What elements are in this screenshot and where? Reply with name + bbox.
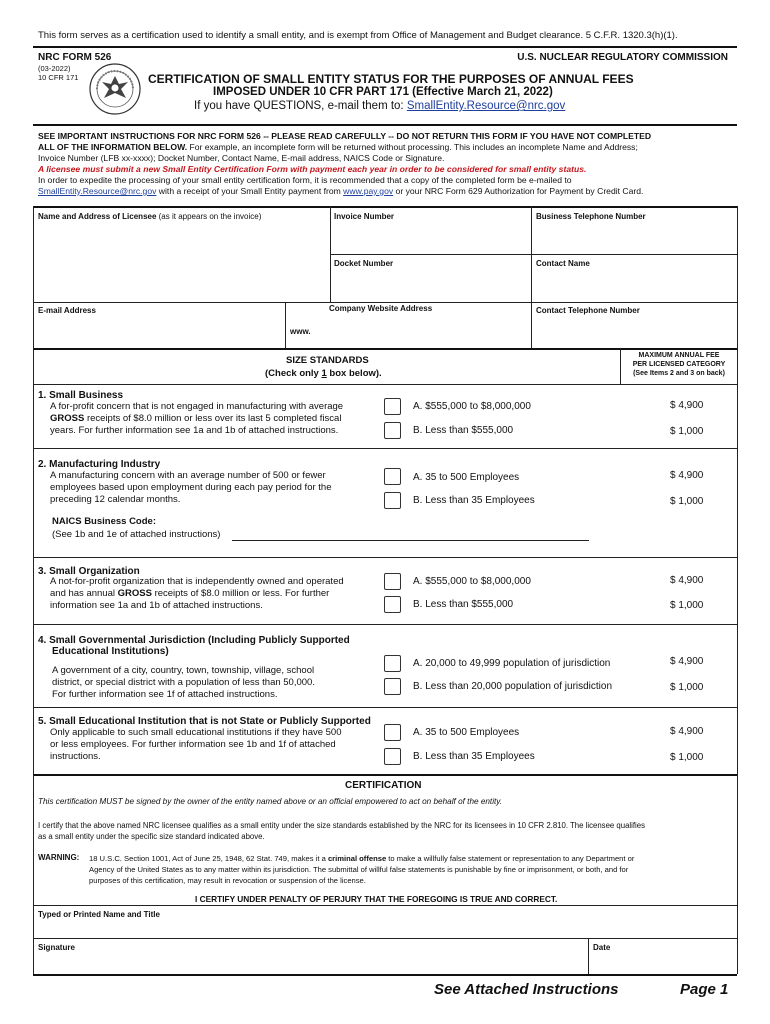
questions-prefix: If you have QUESTIONS, e-mail them to: — [194, 100, 407, 112]
section-1-text3: years. For further information see 1a and 1b of attached instructions. — [50, 425, 339, 436]
paygov-link[interactable]: www.pay.gov — [343, 186, 394, 196]
exemption-note: This form serves as a certification used to identify a small entity, and is exempt from Office of Management and Budget clearance. 5 C.F.R. 1320.3(h)(1). — [38, 30, 678, 41]
section-2b-checkbox[interactable] — [384, 492, 401, 509]
section-4b-checkbox[interactable] — [384, 678, 401, 695]
section-2a-fee: $ 4,900 — [670, 470, 704, 481]
certification-left-border — [33, 774, 34, 974]
section-2-text2: employees based upon employment during each pay period for the — [50, 482, 332, 493]
instructions-line6-end: or your NRC Form 629 Authorization for Payment by Credit Card. — [393, 186, 644, 196]
form-title-line2: IMPOSED UNDER 10 CFR PART 171 (Effective March 21, 2022) — [213, 86, 553, 98]
section-3b-checkbox[interactable] — [384, 596, 401, 613]
section-2-heading: 2. Manufacturing Industry — [38, 459, 161, 470]
typed-name-top-line — [33, 905, 737, 906]
name-address-field[interactable] — [38, 212, 261, 221]
certify-line2: as a small entity under the specific size standard indicated above. — [38, 832, 265, 841]
instructions-line2-bold: ALL OF THE INFORMATION BELOW. — [38, 142, 188, 152]
section-4a-fee: $ 4,900 — [670, 656, 704, 667]
section-2a-checkbox[interactable] — [384, 468, 401, 485]
section-2-divider — [33, 557, 737, 558]
size-table-right-border — [737, 348, 738, 774]
size-header-line — [33, 384, 737, 385]
subtitle-num: 1 — [321, 368, 327, 379]
section-2-text1: A manufacturing concern with an average number of 500 or fewer — [50, 470, 326, 481]
section-1-text2 — [50, 413, 380, 425]
section-1-text2-rest: receipts of $8.0 million or less over its last 5 completed fiscal — [84, 413, 342, 424]
section-1b-label: B. Less than $555,000 — [413, 425, 514, 436]
perjury-statement: I CERTIFY UNDER PENALTY OF PERJURY THAT THE FOREGOING IS TRUE AND CORRECT. — [195, 894, 558, 904]
fee-column-divider — [620, 348, 621, 384]
naics-code-input[interactable] — [232, 540, 589, 541]
website-prefix: www. — [290, 327, 311, 336]
date-field[interactable]: Date — [593, 943, 611, 952]
warning-line1 — [89, 853, 739, 864]
certification-title: CERTIFICATION — [345, 780, 422, 791]
section-1-heading: 1. Small Business — [38, 390, 124, 401]
section-4-text2: district, or special district with a population of less than 50,000. — [52, 677, 315, 688]
typed-name-field[interactable]: Typed or Printed Name and Title — [38, 910, 160, 919]
fields-bottom-border — [33, 348, 737, 350]
section-4-text3: For further information see 1f of attached instructions. — [52, 689, 278, 700]
section-3a-label: A. $555,000 to $8,000,000 — [413, 576, 531, 587]
fields-row-line — [33, 302, 737, 303]
section-5b-fee: $ 1,000 — [670, 752, 704, 763]
form-bottom-border — [33, 974, 737, 976]
name-address-label: Name and Address of Licensee — [38, 212, 157, 221]
form-date: (03-2022) — [38, 64, 71, 73]
section-4b-fee: $ 1,000 — [670, 682, 704, 693]
fields-mid-line — [330, 254, 737, 255]
page-number: Page 1 — [680, 981, 729, 998]
docket-number-field[interactable]: Docket Number — [334, 259, 394, 268]
section-5-text1: Only applicable to such small educational institutions if they have 500 — [50, 727, 342, 738]
signature-field[interactable]: Signature — [38, 943, 75, 952]
instructions-block — [38, 131, 738, 197]
name-address-note: (as it appears on the invoice) — [156, 212, 262, 221]
size-standards-subtitle — [265, 368, 382, 379]
max-fee-line1: MAXIMUM ANNUAL FEE — [638, 352, 720, 359]
signature-top-line — [33, 938, 737, 939]
section-1-text — [50, 401, 380, 437]
email-address-field[interactable]: E-mail Address — [38, 306, 96, 315]
section-5-heading: 5. Small Educational Institution that is not State or Publicly Supported — [38, 716, 371, 727]
section-1a-label: A. $555,000 to $8,000,000 — [413, 401, 531, 412]
contact-name-field[interactable]: Contact Name — [536, 259, 590, 268]
instructions-email-link[interactable]: SmallEntity.Resource@nrc.gov — [38, 186, 157, 196]
instructions-line6 — [38, 186, 738, 197]
certification-right-border — [737, 774, 738, 974]
section-4a-checkbox[interactable] — [384, 655, 401, 672]
instructions-line5: In order to expedite the processing of your small entity certification form, it is recommended that a copy of the completed form be e-mailed to — [38, 175, 572, 185]
section-3b-label: B. Less than $555,000 — [413, 599, 514, 610]
date-divider — [588, 938, 589, 974]
header-bottom-border — [33, 124, 737, 126]
section-1-gross: GROSS — [50, 413, 85, 424]
section-3-text2-rest: receipts of $8.0 million or less. For further — [151, 588, 330, 599]
instructions-line2 — [38, 142, 738, 153]
fields-left-border — [33, 206, 34, 348]
instructions-line6-mid: with a receipt of your Small Entity payment from — [156, 186, 344, 196]
certification-signed-note: This certification MUST be signed by the owner of the entity named above or an official empowered to act on behalf of the entity. — [38, 797, 503, 806]
certify-line1: I certify that the above named NRC licensee qualifies as a small entity under the size standards established by the NRC for its licensees in 10 CFR 2.810. The licensee qualifies — [38, 821, 646, 830]
max-fee-line2: PER LICENSED CATEGORY — [632, 361, 726, 368]
warning-text — [89, 853, 739, 886]
instructions-line3: Invoice Number (LFB xx-xxxx); Docket Number, Contact Name, E-mail address, NAICS Code or Signature. — [38, 153, 445, 163]
max-fee-line3: (See Items 2 and 3 on back) — [633, 370, 725, 377]
section-3-text3: information see 1a and 1b of attached instructions. — [50, 600, 263, 611]
subtitle-post: box below). — [326, 368, 382, 379]
section-4-text1: A government of a city, country, town, township, village, school — [52, 665, 315, 676]
fields-right-border — [737, 206, 738, 348]
section-4b-label: B. Less than 20,000 population of jurisdiction — [413, 681, 613, 692]
warning-label: WARNING: — [38, 853, 80, 862]
section-1a-fee: $ 4,900 — [670, 400, 704, 411]
section-2b-fee: $ 1,000 — [670, 496, 704, 507]
agency-name: U.S. NUCLEAR REGULATORY COMMISSION — [517, 52, 728, 63]
section-2-text3: preceding 12 calendar months. — [50, 494, 181, 505]
section-3a-fee: $ 4,900 — [670, 575, 704, 586]
instructions-line1: SEE IMPORTANT INSTRUCTIONS FOR NRC FORM 526 -- PLEASE READ CAREFULLY -- DO NOT RETURN THIS FORM IF YOU HAVE NOT COMPLETED — [38, 131, 652, 141]
section-3b-fee: $ 1,000 — [670, 600, 704, 611]
warning1-bold: criminal offense — [327, 854, 387, 863]
section-4-divider — [33, 707, 737, 708]
contact-phone-field[interactable]: Contact Telephone Number — [536, 306, 640, 315]
fields-divider-2 — [531, 206, 532, 348]
form-number: NRC FORM 526 — [38, 52, 112, 63]
naics-label: NAICS Business Code: — [52, 516, 156, 527]
section-4-heading: 4. Small Governmental Jurisdiction (Including Publicly Supported — [38, 635, 350, 646]
warning1-post: to make a willfully false statement or representation to any Department or — [386, 854, 635, 863]
section-3-text2 — [50, 588, 380, 600]
max-fee-header — [622, 351, 736, 378]
naics-note: (See 1b and 1e of attached instructions) — [52, 529, 221, 540]
section-5a-fee: $ 4,900 — [670, 726, 704, 737]
subtitle-pre: (Check only — [265, 368, 322, 379]
warning-line2: Agency of the United States as to any matter within its jurisdiction. The submittal of willful false statements is punishable by fine or imprisonment, or both, and for — [89, 865, 629, 874]
certification-top-border — [33, 774, 737, 776]
section-5-text2: or less employees. For further information see 1b and 1f of attached — [50, 739, 336, 750]
instructions-line2-rest: For example, an incomplete form will be returned without processing. This includes an incomplete Name and Address; — [187, 142, 638, 152]
certification-statement — [38, 820, 738, 842]
section-1-text1: A for-profit concern that is not engaged in manufacturing with average — [50, 401, 344, 412]
header-top-border — [33, 46, 737, 48]
section-5-text3: instructions. — [50, 751, 101, 762]
section-2b-label: B. Less than 35 Employees — [413, 495, 535, 506]
section-1-divider — [33, 448, 737, 449]
instructions-line4-warning: A licensee must submit a new Small Entity Certification Form with payment each year in order to be considered for small entity status. — [38, 164, 587, 174]
business-phone-field[interactable]: Business Telephone Number — [536, 212, 646, 221]
warning1-pre: 18 U.S.C. Section 1001, Act of June 25, 1948, 62 Stat. 749, makes it a — [89, 854, 328, 863]
section-3-text1: A not-for-profit organization that is independently owned and operated — [50, 576, 344, 587]
section-3-heading: 3. Small Organization — [38, 566, 140, 577]
see-attached-instructions: See Attached Instructions — [434, 981, 619, 998]
section-5b-checkbox[interactable] — [384, 748, 401, 765]
questions-line — [194, 100, 565, 112]
size-table-left-border — [33, 348, 34, 774]
section-1b-fee: $ 1,000 — [670, 426, 704, 437]
company-website-field[interactable]: Company Website Address — [329, 304, 433, 313]
section-5a-checkbox[interactable] — [384, 724, 401, 741]
section-4a-label: A. 20,000 to 49,999 population of jurisdiction — [413, 658, 611, 669]
invoice-number-field[interactable]: Invoice Number — [334, 212, 395, 221]
section-3-text — [50, 576, 380, 612]
section-3-divider — [33, 624, 737, 625]
section-5a-label: A. 35 to 500 Employees — [413, 727, 520, 738]
form-cfr: 10 CFR 171 — [38, 73, 79, 82]
section-1a-checkbox[interactable] — [384, 398, 401, 415]
section-4-text — [52, 665, 382, 701]
section-5-text — [50, 727, 380, 763]
section-3-text2-pre: and has annual — [50, 588, 118, 599]
fields-top-border — [33, 206, 737, 208]
size-standards-title: SIZE STANDARDS — [286, 355, 369, 366]
form-title-line1: CERTIFICATION OF SMALL ENTITY STATUS FOR THE PURPOSES OF ANNUAL FEES — [148, 72, 634, 86]
section-3-gross: GROSS — [117, 588, 152, 599]
questions-email-link[interactable]: SmallEntity.Resource@nrc.gov — [406, 100, 566, 112]
nrc-seal-icon — [88, 62, 142, 116]
section-3a-checkbox[interactable] — [384, 573, 401, 590]
fields-divider-3 — [285, 302, 286, 348]
section-4-heading2: Educational Institutions) — [52, 646, 169, 657]
section-5b-label: B. Less than 35 Employees — [413, 751, 535, 762]
section-2a-label: A. 35 to 500 Employees — [413, 472, 520, 483]
section-1b-checkbox[interactable] — [384, 422, 401, 439]
warning-line3: purposes of this certification, may result in revocation or suspension of the license. — [89, 876, 366, 885]
section-2-text — [50, 470, 380, 506]
